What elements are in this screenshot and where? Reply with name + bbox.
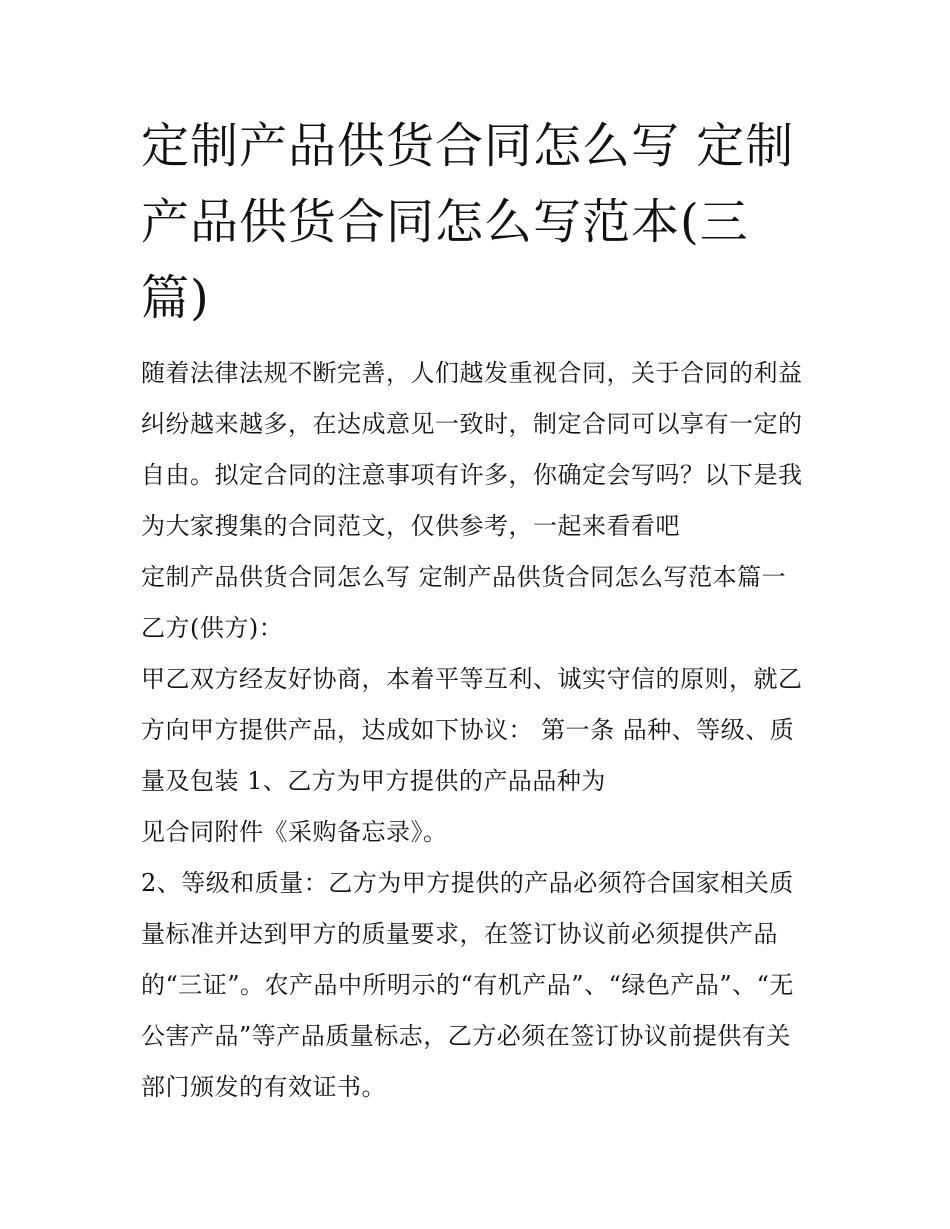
document-page xyxy=(141,108,813,1113)
document-title: 定制产品供货合同怎么写 定制产品供货合同怎么写范本(三篇) xyxy=(141,118,795,326)
appendix-reference: 见合同附件《采购备忘录》。 xyxy=(141,818,448,846)
party-b-line: 乙方(供方)： xyxy=(141,614,284,642)
intro-paragraph: 随着法律法规不断完善，人们越发重视合同，关于合同的利益纠纷越来越多，在达成意见一致时，制定合同可以享有一定的自由。拟定合同的注意事项有许多，你确定会写吗？以下是我为大家搜集的合同范文，仅供参考，一起来看看吧 xyxy=(141,359,803,540)
quality-paragraph: 2、等级和质量：乙方为甲方提供的产品必须符合国家相关质量标准并达到甲方的质量要求，在签订协议前必须提供产品的“三证”。农产品中所明示的“有机产品”、“绿色产品”、“无公害产品”等产品质量标志，乙方必须在签订协议前提供有关部门颁发的有效证书。 xyxy=(141,869,794,1101)
section-heading: 定制产品供货合同怎么写 定制产品供货合同怎么写范本篇一 xyxy=(141,563,787,591)
agreement-paragraph: 甲乙双方经友好协商，本着平等互利、诚实守信的原则，就乙方向甲方提供产品，达成如下协议： 第一条 品种、等级、质量及包装 1、乙方为甲方提供的产品品种为 xyxy=(141,665,803,795)
